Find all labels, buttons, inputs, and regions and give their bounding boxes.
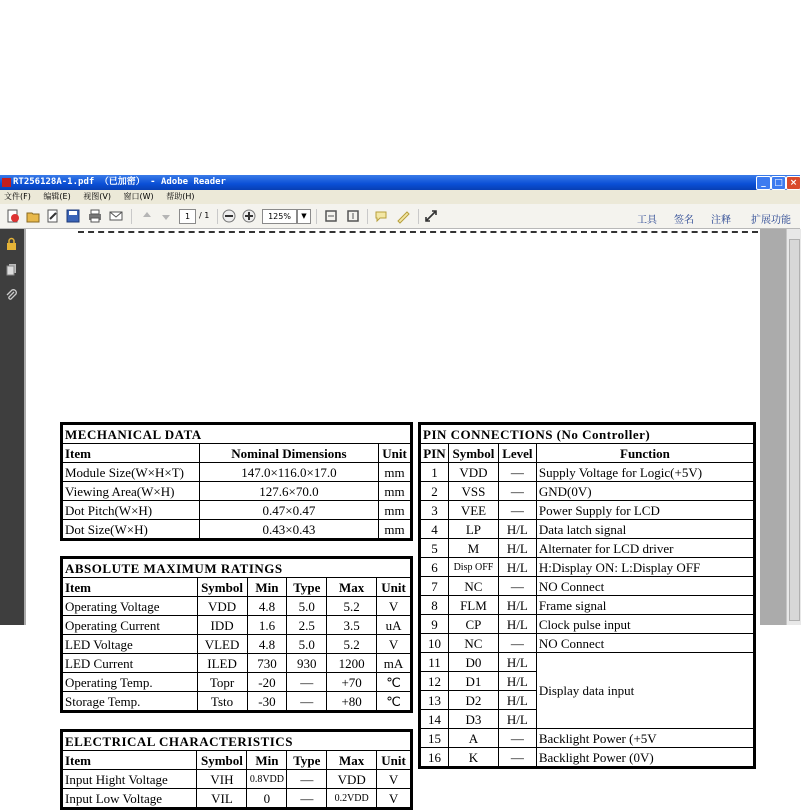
extended-features-link[interactable]: 扩展功能 <box>751 215 791 226</box>
pin-symbol: Disp OFF <box>448 558 498 577</box>
pin-number: 5 <box>421 539 449 558</box>
window-title: RT256128A-1.pdf （已加密） - Adobe Reader <box>13 177 226 187</box>
pin-number: 11 <box>421 653 449 672</box>
pin-level: H/L <box>498 710 536 729</box>
pin-symbol: A <box>448 729 498 748</box>
absolute-max-ratings-title: ABSOLUTE MAXIMUM RATINGS <box>63 559 411 578</box>
abs-min: 4.8 <box>247 597 287 616</box>
abs-header-symbol: Symbol <box>197 578 247 597</box>
pin-symbol: LP <box>448 520 498 539</box>
pin-level: H/L <box>498 520 536 539</box>
pin-number: 9 <box>421 615 449 634</box>
pin-header-level: Level <box>498 444 536 463</box>
elec-header-symbol: Symbol <box>197 751 247 770</box>
pin-number: 12 <box>421 672 449 691</box>
mech-item: Module Size(W×H×T) <box>63 463 200 482</box>
pin-function: Display data input <box>536 653 753 729</box>
menu-view[interactable]: 视图(V) <box>83 192 111 201</box>
pin-function: Alternater for LCD driver <box>536 539 753 558</box>
pin-number: 6 <box>421 558 449 577</box>
pin-function: NO Connect <box>536 634 753 653</box>
tools-link[interactable]: 工具 <box>637 215 657 226</box>
menu-window[interactable]: 窗口(W) <box>123 192 154 201</box>
pin-symbol: VDD <box>448 463 498 482</box>
elec-type: — <box>287 789 327 808</box>
abs-min: 1.6 <box>247 616 287 635</box>
pin-number: 10 <box>421 634 449 653</box>
table-row <box>421 748 754 767</box>
edit-pdf-icon[interactable] <box>46 209 60 223</box>
pin-function: Frame signal <box>536 596 753 615</box>
abs-unit: ℃ <box>377 692 411 711</box>
save-icon[interactable] <box>66 209 80 223</box>
elec-max: 0.2VDD <box>327 789 377 808</box>
pin-level: — <box>498 482 536 501</box>
abs-symbol: VDD <box>197 597 247 616</box>
page-top-divider <box>78 231 758 233</box>
abs-item: Operating Current <box>63 616 198 635</box>
pin-symbol: D1 <box>448 672 498 691</box>
mech-value: 147.0×116.0×17.0 <box>199 463 378 482</box>
elec-min: 0 <box>247 789 287 808</box>
pin-number: 2 <box>421 482 449 501</box>
table-row <box>63 501 411 520</box>
elec-symbol: VIL <box>197 789 247 808</box>
mech-unit: mm <box>379 482 411 501</box>
page-number-input[interactable]: 1 <box>179 209 196 224</box>
table-row <box>63 789 411 808</box>
pin-level: H/L <box>498 539 536 558</box>
print-icon[interactable] <box>88 209 102 223</box>
pin-symbol: VEE <box>448 501 498 520</box>
toolbar-separator <box>217 209 218 224</box>
abs-type: 5.0 <box>287 635 327 654</box>
pin-connections-table <box>418 422 756 769</box>
mech-value: 127.6×70.0 <box>199 482 378 501</box>
zoom-in-icon[interactable] <box>242 209 256 223</box>
sign-link[interactable]: 签名 <box>674 215 694 226</box>
pin-level: H/L <box>498 558 536 577</box>
pin-number: 7 <box>421 577 449 596</box>
next-page-icon[interactable] <box>159 209 173 223</box>
abs-min: 730 <box>247 654 287 673</box>
pin-number: 8 <box>421 596 449 615</box>
pin-function: Clock pulse input <box>536 615 753 634</box>
abs-symbol: VLED <box>197 635 247 654</box>
abs-min: -20 <box>247 673 287 692</box>
mechanical-data-table <box>60 422 413 541</box>
abs-header-min: Min <box>247 578 287 597</box>
mech-item: Dot Size(W×H) <box>63 520 200 539</box>
mech-unit: mm <box>379 520 411 539</box>
zoom-level-input[interactable]: 125% <box>262 209 297 224</box>
menu-help[interactable]: 帮助(H) <box>166 192 195 201</box>
abs-item: LED Voltage <box>63 635 198 654</box>
table-row <box>63 520 411 539</box>
elec-item: Input Low Voltage <box>63 789 197 808</box>
pin-number: 4 <box>421 520 449 539</box>
table-row <box>63 635 411 654</box>
elec-symbol: VIH <box>197 770 247 789</box>
elec-header-max: Max <box>327 751 377 770</box>
abs-symbol: ILED <box>197 654 247 673</box>
page-total: / 1 <box>199 211 210 220</box>
table-row <box>421 520 754 539</box>
elec-header-unit: Unit <box>377 751 411 770</box>
mechanical-data-title: MECHANICAL DATA <box>63 425 411 444</box>
toolbar-separator <box>316 209 317 224</box>
elec-unit: V <box>377 770 411 789</box>
pin-symbol: VSS <box>448 482 498 501</box>
email-icon[interactable] <box>109 209 123 223</box>
table-row <box>63 692 411 711</box>
table-row <box>421 558 754 577</box>
pin-level: H/L <box>498 615 536 634</box>
mech-item: Dot Pitch(W×H) <box>63 501 200 520</box>
abs-max: +70 <box>327 673 377 692</box>
full-screen-icon[interactable] <box>424 209 438 223</box>
pin-level: — <box>498 634 536 653</box>
elec-unit: V <box>377 789 411 808</box>
pin-symbol: NC <box>448 634 498 653</box>
abs-unit: V <box>377 597 411 616</box>
electrical-characteristics-table <box>60 729 413 810</box>
pin-function: Power Supply for LCD <box>536 501 753 520</box>
pin-symbol: FLM <box>448 596 498 615</box>
attachments-icon[interactable] <box>5 289 18 302</box>
abs-min: -30 <box>247 692 287 711</box>
table-row <box>63 597 411 616</box>
toolbar-separator <box>418 209 419 224</box>
elec-max: VDD <box>327 770 377 789</box>
abs-type: — <box>287 692 327 711</box>
table-row <box>421 729 754 748</box>
elec-header-min: Min <box>247 751 287 770</box>
pin-level: — <box>498 748 536 767</box>
abs-max: 5.2 <box>327 635 377 654</box>
toolbar <box>0 204 800 229</box>
table-row <box>421 615 754 634</box>
create-pdf-icon[interactable] <box>6 209 20 223</box>
pin-symbol: NC <box>448 577 498 596</box>
table-row <box>421 463 754 482</box>
pin-level: — <box>498 501 536 520</box>
highlight-icon[interactable] <box>396 209 410 223</box>
pin-level: — <box>498 463 536 482</box>
abs-item: LED Current <box>63 654 198 673</box>
toolbar-separator <box>131 209 132 224</box>
mech-unit: mm <box>379 501 411 520</box>
pin-function: Backlight Power (0V) <box>536 748 753 767</box>
pin-level: — <box>498 577 536 596</box>
elec-type: — <box>287 770 327 789</box>
abs-type: — <box>287 673 327 692</box>
page-thumbnails-icon[interactable] <box>5 263 18 276</box>
scrollbar-thumb[interactable] <box>789 239 800 621</box>
fit-page-icon[interactable] <box>324 209 338 223</box>
menu-bar <box>0 190 800 204</box>
mech-value: 0.43×0.43 <box>199 520 378 539</box>
table-row <box>421 539 754 558</box>
navigation-pane <box>0 229 24 625</box>
title-bar <box>0 175 800 190</box>
pin-number: 3 <box>421 501 449 520</box>
abs-header-unit: Unit <box>377 578 411 597</box>
table-row <box>63 654 411 673</box>
table-row <box>421 653 754 672</box>
table-row <box>421 482 754 501</box>
table-row <box>63 673 411 692</box>
abs-min: 4.8 <box>247 635 287 654</box>
abs-type: 5.0 <box>287 597 327 616</box>
elec-min: 0.8VDD <box>247 770 287 789</box>
pin-number: 13 <box>421 691 449 710</box>
abs-unit: uA <box>377 616 411 635</box>
pin-function: Backlight Power (+5V <box>536 729 753 748</box>
abs-max: +80 <box>327 692 377 711</box>
abs-symbol: IDD <box>197 616 247 635</box>
reader-window <box>0 175 800 806</box>
mech-item: Viewing Area(W×H) <box>63 482 200 501</box>
pin-connections-title: PIN CONNECTIONS (No Controller) <box>421 425 754 444</box>
abs-header-max: Max <box>327 578 377 597</box>
mech-header-unit: Unit <box>379 444 411 463</box>
pin-function: Supply Voltage for Logic(+5V) <box>536 463 753 482</box>
pin-level: H/L <box>498 596 536 615</box>
elec-header-type: Type <box>287 751 327 770</box>
elec-item: Input Hight Voltage <box>63 770 197 789</box>
pin-symbol: D2 <box>448 691 498 710</box>
zoom-dropdown-chevron-icon[interactable]: ▼ <box>297 209 311 224</box>
abs-header-type: Type <box>287 578 327 597</box>
pin-symbol: K <box>448 748 498 767</box>
table-row <box>421 577 754 596</box>
pdf-page <box>26 229 760 806</box>
pin-level: — <box>498 729 536 748</box>
pin-symbol: D0 <box>448 653 498 672</box>
pin-level: H/L <box>498 672 536 691</box>
abs-unit: mA <box>377 654 411 673</box>
pin-number: 14 <box>421 710 449 729</box>
mech-unit: mm <box>379 463 411 482</box>
toolbar-separator <box>367 209 368 224</box>
open-file-icon[interactable] <box>26 209 40 223</box>
maximize-button[interactable]: □ <box>771 176 786 190</box>
abs-header-item: Item <box>63 578 198 597</box>
pin-number: 15 <box>421 729 449 748</box>
table-row <box>421 596 754 615</box>
comment-icon[interactable] <box>374 209 388 223</box>
pin-function: GND(0V) <box>536 482 753 501</box>
pin-number: 1 <box>421 463 449 482</box>
comment-link[interactable]: 注释 <box>711 215 731 226</box>
table-row <box>63 463 411 482</box>
abs-unit: ℃ <box>377 673 411 692</box>
close-button[interactable]: × <box>786 176 801 190</box>
minimize-button[interactable]: _ <box>756 176 771 190</box>
table-row <box>63 616 411 635</box>
abs-max: 3.5 <box>327 616 377 635</box>
abs-type: 930 <box>287 654 327 673</box>
electrical-characteristics-title: ELECTRICAL CHARACTERISTICS <box>63 732 411 751</box>
table-row <box>63 770 411 789</box>
pin-function: H:Display ON: L:Display OFF <box>536 558 753 577</box>
mech-value: 0.47×0.47 <box>199 501 378 520</box>
pin-function: NO Connect <box>536 577 753 596</box>
table-row <box>421 501 754 520</box>
vertical-scrollbar[interactable] <box>786 229 801 625</box>
zoom-out-icon[interactable] <box>222 209 236 223</box>
mech-header-item: Item <box>63 444 200 463</box>
pin-symbol: D3 <box>448 710 498 729</box>
pin-number: 16 <box>421 748 449 767</box>
abs-unit: V <box>377 635 411 654</box>
abs-symbol: Topr <box>197 673 247 692</box>
abs-max: 1200 <box>327 654 377 673</box>
abs-symbol: Tsto <box>197 692 247 711</box>
menu-file[interactable]: 文件(F) <box>4 192 31 201</box>
fit-width-icon[interactable] <box>346 209 360 223</box>
lock-icon[interactable] <box>5 237 18 250</box>
menu-edit[interactable]: 编辑(E) <box>43 192 71 201</box>
pin-header-symbol: Symbol <box>448 444 498 463</box>
absolute-max-ratings-table <box>60 556 413 713</box>
previous-page-icon[interactable] <box>140 209 154 223</box>
elec-header-item: Item <box>63 751 197 770</box>
pin-function: Data latch signal <box>536 520 753 539</box>
abs-item: Operating Temp. <box>63 673 198 692</box>
pin-header-pin: PIN <box>421 444 449 463</box>
abs-item: Operating Voltage <box>63 597 198 616</box>
mech-header-nominal: Nominal Dimensions <box>199 444 378 463</box>
pin-header-function: Function <box>536 444 753 463</box>
table-row <box>63 482 411 501</box>
pin-symbol: CP <box>448 615 498 634</box>
pin-level: H/L <box>498 653 536 672</box>
table-row <box>421 634 754 653</box>
abs-max: 5.2 <box>327 597 377 616</box>
adobe-reader-icon <box>2 178 11 187</box>
abs-item: Storage Temp. <box>63 692 198 711</box>
pin-level: H/L <box>498 691 536 710</box>
pin-symbol: M <box>448 539 498 558</box>
abs-type: 2.5 <box>287 616 327 635</box>
